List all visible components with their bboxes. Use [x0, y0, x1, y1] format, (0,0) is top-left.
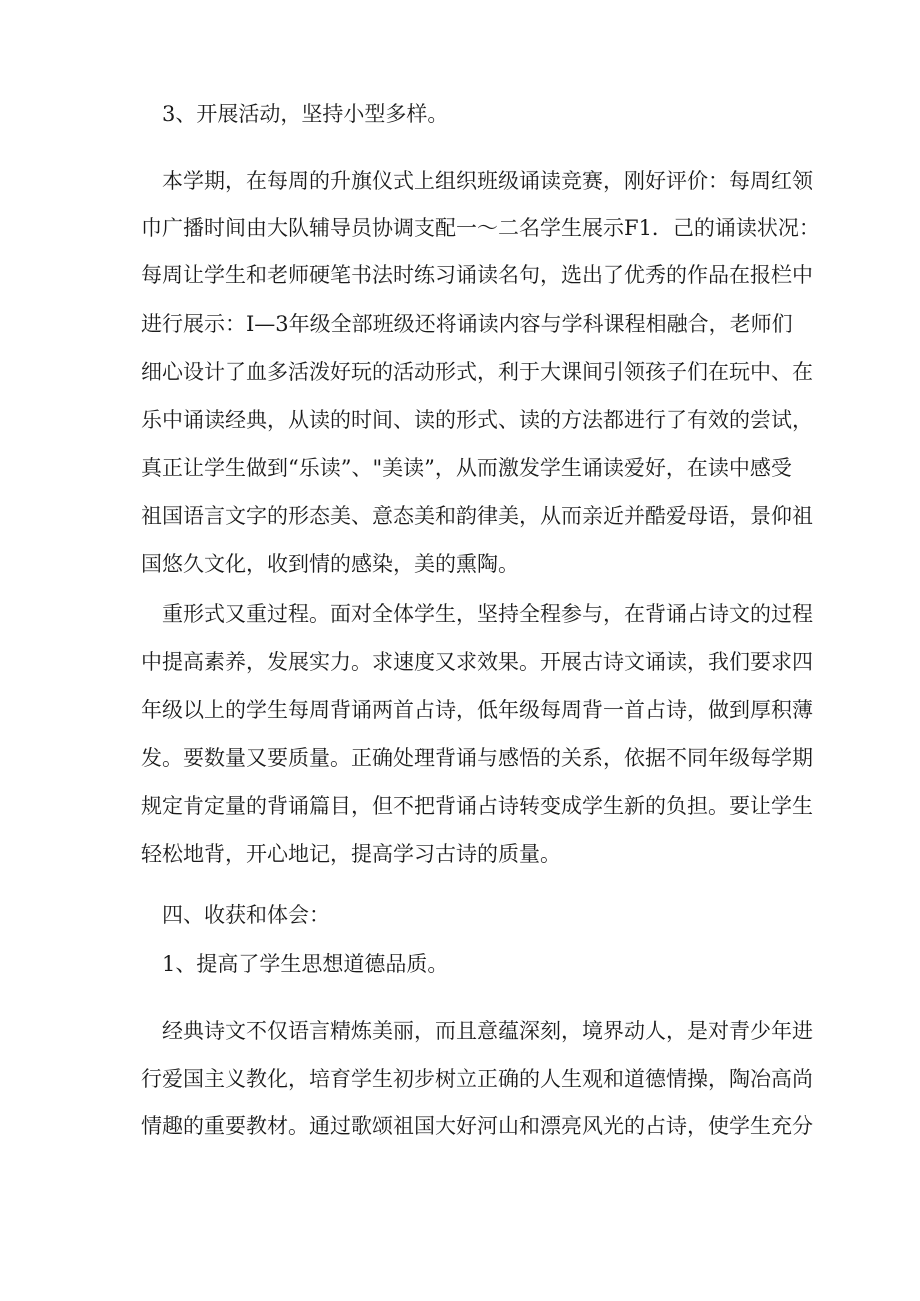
- section-heading: 3、开展活动，坚持小型多样。: [162, 102, 449, 126]
- paragraph-line: 每周让学生和老师硬笔书法时练习诵读名句，选出了优秀的作品在报栏中: [141, 263, 813, 287]
- paragraph-line: 进行展示：I—3年级全部班级还将诵读内容与学科课程相融合，老师们: [141, 312, 793, 336]
- section-heading: 四、收获和体会：: [162, 903, 330, 927]
- paragraph-line: 情趣的重要教材。通过歌颂祖国大好河山和漂亮风光的占诗，使学生充分: [141, 1114, 813, 1138]
- paragraph-line: 巾广播时间由大队辅导员协调支配一～二名学生展示F1．己的诵读状况：: [141, 216, 820, 240]
- paragraph-line: 国悠久文化，收到情的感染，美的熏陶。: [141, 552, 519, 576]
- paragraph-line: 本学期，在每周的升旗仪式上组织班级诵读竞赛，刚好评价：每周红领: [162, 169, 813, 193]
- paragraph-line: 真正让学生做到“乐读”、"美读”，从而激发学生诵读爱好，在读中感受: [141, 456, 792, 480]
- paragraph-line: 重形式又重过程。面对全体学生，坚持全程参与，在背诵占诗文的过程: [162, 602, 813, 626]
- paragraph-line: 中提高素养，发展实力。求速度又求效果。开展古诗文诵读，我们要求四: [141, 650, 813, 674]
- paragraph-line: 轻松地背，开心地记，提高学习古诗的质量。: [141, 842, 561, 866]
- paragraph-line: 年级以上的学生每周背诵两首占诗，低年级每周背一首占诗，做到厚积薄: [141, 698, 813, 722]
- paragraph-line: 经典诗文不仅语言精炼美丽，而且意蕴深刻，境界动人，是对青少年进: [162, 1019, 813, 1043]
- paragraph-line: 发。要数量又要质量。正确处理背诵与感悟的关系，依据不同年级每学期: [141, 746, 813, 770]
- paragraph-line: 行爱国主义教化，培育学生初步树立正确的人生观和道德情操，陶冶高尚: [141, 1067, 813, 1091]
- paragraph-line: 细心设计了血多活泼好玩的活动形式，利于大课间引领孩子们在玩中、在: [141, 360, 813, 384]
- subsection-heading: 1、提高了学生思想道德品质。: [162, 952, 449, 976]
- paragraph-line: 祖国语言文字的形态美、意态美和韵律美，从而亲近并酷爱母语，景仰祖: [141, 504, 813, 528]
- paragraph-line: 乐中诵读经典，从读的时间、读的形式、读的方法都进行了有效的尝试，: [141, 408, 813, 432]
- paragraph-line: 规定肯定量的背诵篇目，但不把背诵占诗转变成学生新的负担。要让学生: [141, 794, 813, 818]
